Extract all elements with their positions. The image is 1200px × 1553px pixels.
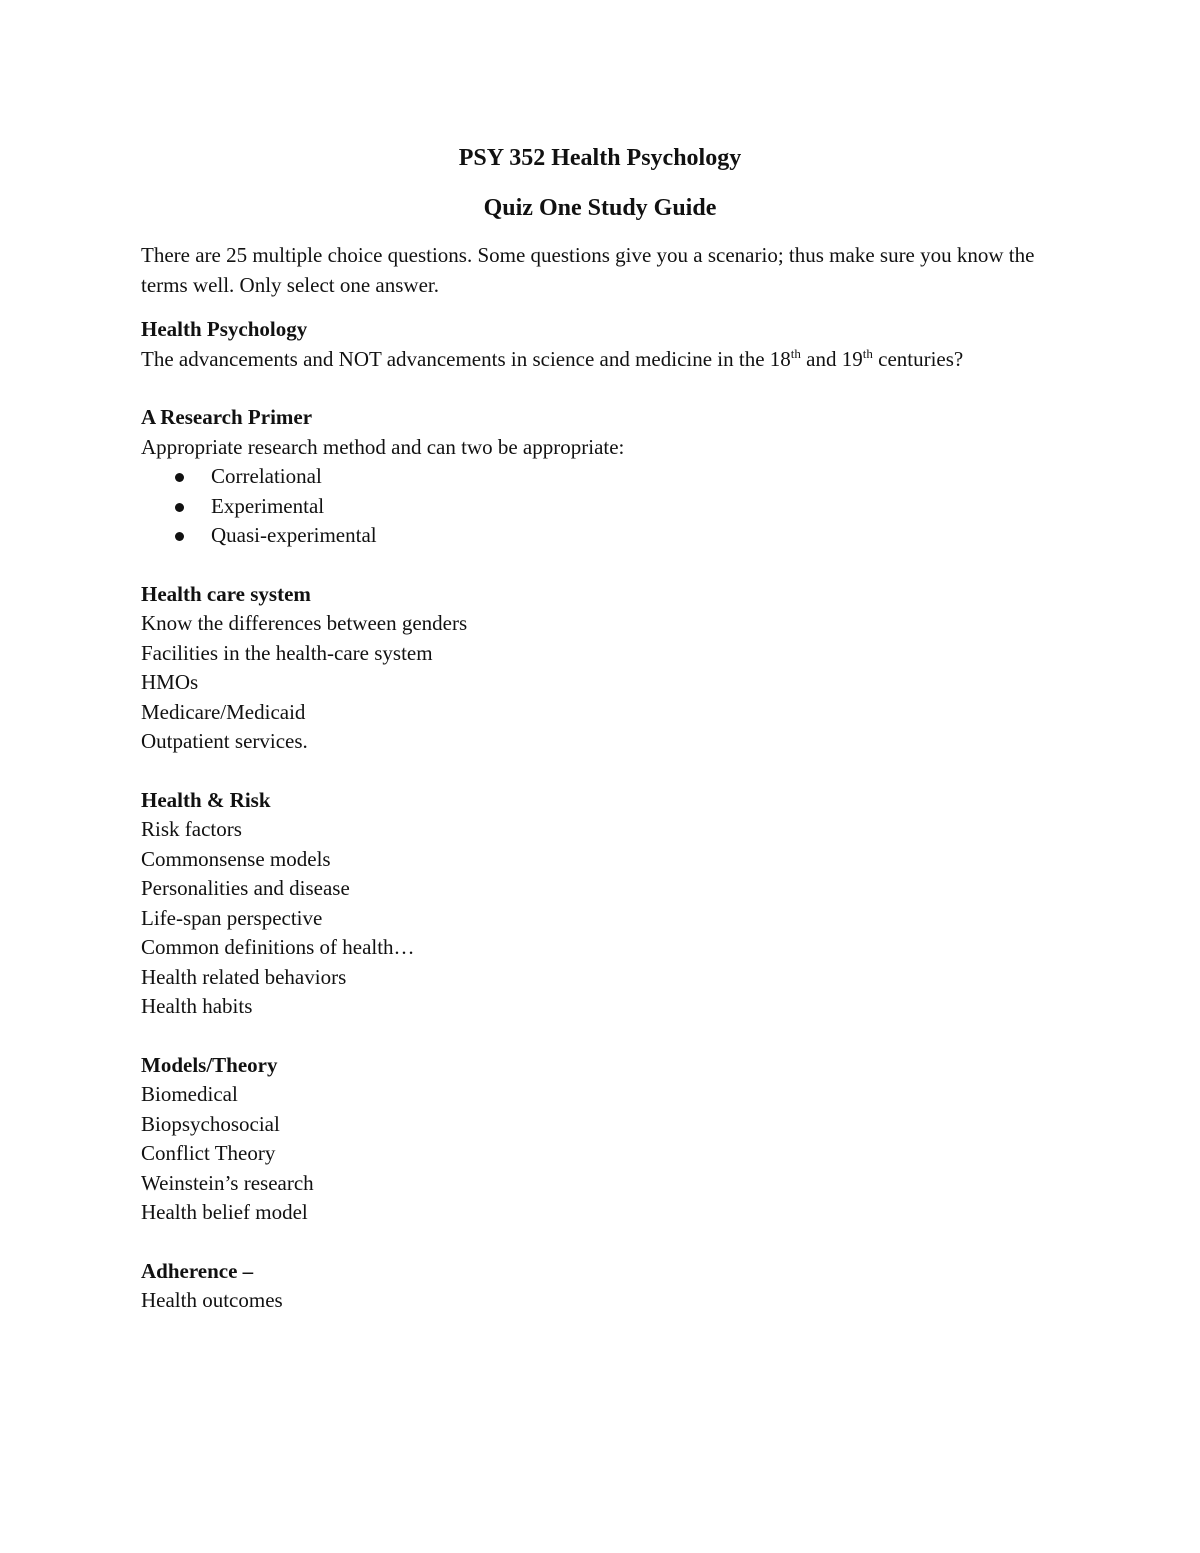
topic-line: Outpatient services.	[141, 729, 308, 753]
topic-line: Know the differences between genders	[141, 611, 468, 635]
topic-line: Weinstein’s research	[141, 1170, 314, 1195]
section-heading: Adherence –	[141, 1258, 254, 1283]
bullet-icon	[175, 473, 184, 482]
section-heading: Models/Theory	[141, 1052, 278, 1077]
section-paragraph	[141, 345, 1071, 375]
topic-line: Health outcomes	[141, 1288, 283, 1312]
bullet-item	[141, 492, 1071, 522]
document-title: PSY 352 Health Psychology	[458, 145, 742, 171]
topic-line: Personalities and disease	[141, 876, 350, 900]
bullet-item	[141, 462, 1071, 492]
section-health-psychology	[141, 315, 1071, 374]
section-models-theory	[141, 1051, 1071, 1228]
topic-line: Biopsychosocial	[141, 1111, 280, 1136]
topic-line: Health habits	[141, 994, 253, 1018]
bullet-icon	[175, 532, 184, 541]
topic-line: Health related behaviors	[141, 964, 347, 989]
topic-line: Facilities in the health-care system	[141, 640, 433, 665]
topic-line: HMOs	[141, 670, 199, 694]
bullet-item	[141, 521, 1071, 551]
section-heading: Health Psychology	[141, 317, 308, 341]
paragraph-text: and 19	[800, 346, 863, 371]
topic-line: Medicare/Medicaid	[141, 699, 306, 724]
section-paragraph: Appropriate research method and can two be appropriate:	[141, 434, 625, 459]
topic-line: Commonsense models	[141, 846, 331, 871]
paragraph-text: The advancements and NOT advancements in science and medicine in the 18	[141, 346, 791, 371]
bullet-text: Experimental	[211, 493, 325, 518]
topic-line: Biomedical	[141, 1082, 238, 1106]
section-heading: Health & Risk	[141, 787, 271, 812]
topic-line: Conflict Theory	[141, 1141, 276, 1165]
intro-paragraph: There are 25 multiple choice questions. Some questions give you a scenario; thus make sure you know the terms well. Only select one answer.	[141, 243, 1035, 297]
section-health-risk	[141, 786, 1071, 1022]
section-heading: A Research Primer	[141, 405, 313, 429]
bullet-icon	[175, 503, 184, 512]
bullet-text: Quasi-experimental	[211, 523, 377, 547]
topic-line: Common definitions of health…	[141, 935, 415, 959]
topic-line: Life-span perspective	[141, 905, 323, 930]
topic-line: Health belief model	[141, 1200, 308, 1224]
section-health-care-system	[141, 580, 1071, 757]
section-research-primer	[141, 403, 1071, 551]
document-subtitle: Quiz One Study Guide	[483, 195, 717, 221]
document-body	[141, 241, 1071, 1316]
paragraph-text: centuries?	[872, 346, 964, 371]
superscript: th	[862, 345, 873, 361]
section-heading: Health care system	[141, 581, 311, 606]
topic-line: Risk factors	[141, 817, 242, 841]
superscript: th	[790, 345, 801, 361]
bullet-list	[141, 462, 1071, 551]
section-adherence	[141, 1257, 1071, 1316]
bullet-text: Correlational	[211, 464, 322, 488]
